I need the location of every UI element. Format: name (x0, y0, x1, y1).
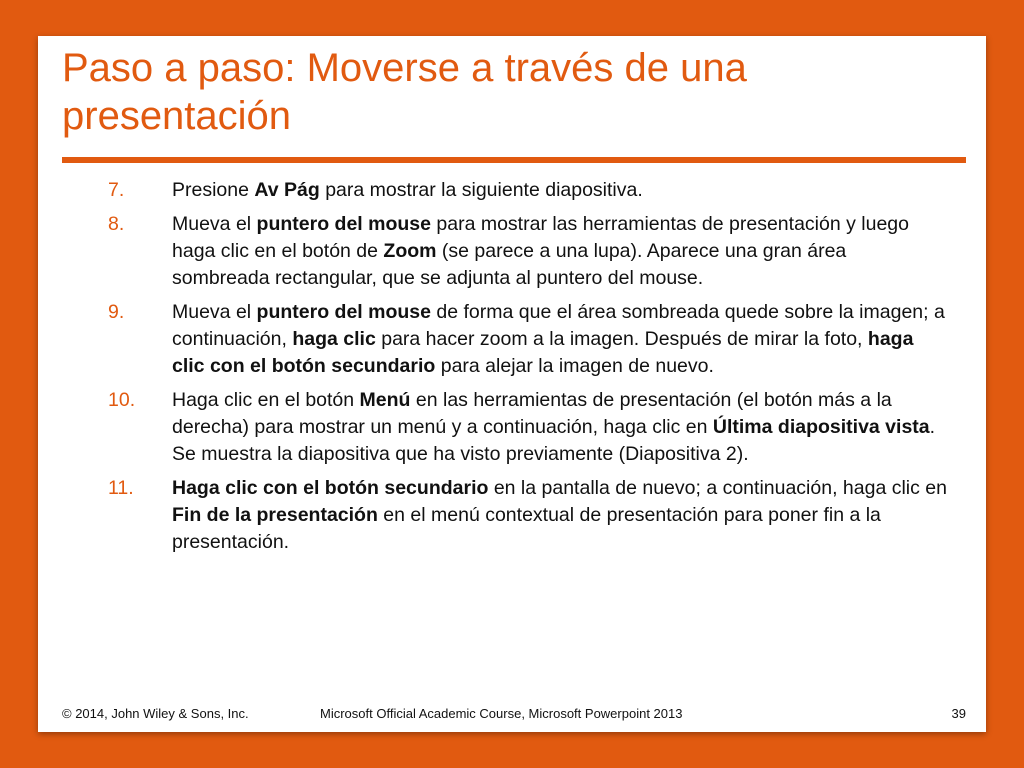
step-key-term: puntero del mouse (256, 213, 431, 235)
step-text (172, 301, 945, 377)
step-number: 10. (108, 389, 136, 411)
step-text-part: de forma que el área sombreada quede sobre la imagen; a continuación, (172, 301, 945, 350)
step-text-part: en las herramientas de presentación (el botón más a la derecha) para mostrar un menú y a continuación, haga clic en (172, 389, 892, 438)
step-number: 9. (108, 301, 125, 323)
step-key-term: Última diapositiva vista (712, 416, 930, 438)
step-text-part: para alejar la imagen de nuevo. (435, 355, 714, 377)
step-number: 7. (108, 179, 125, 201)
step-key-term: puntero del mouse (256, 301, 431, 323)
step-number: 11. (108, 477, 134, 499)
step-item (108, 177, 948, 204)
step-text (172, 179, 643, 201)
step-text-part: para mostrar la siguiente diapositiva. (319, 179, 643, 201)
step-key-term: Menú (359, 389, 411, 411)
step-key-term: haga clic con el botón secundario (172, 328, 914, 377)
slide-title: Paso a paso: Moverse a través de una presentación (62, 46, 747, 138)
slide (38, 36, 986, 732)
step-text (172, 389, 935, 465)
slide-number: 39 (951, 706, 966, 721)
step-key-term: haga clic (292, 328, 376, 350)
footer-course-title: Microsoft Official Academic Course, Microsoft Powerpoint 2013 (320, 706, 683, 721)
step-text-part: . Se muestra la diapositiva que ha visto previamente (Diapositiva 2). (172, 416, 936, 465)
step-key-term: Haga clic con el botón secundario (172, 477, 489, 499)
step-item (108, 387, 948, 468)
step-text-part: para hacer zoom a la imagen. Después de mirar la foto, (375, 328, 868, 350)
step-text-part: Presione (172, 179, 255, 201)
step-text-part: Mueva el (172, 213, 257, 235)
step-text-part: Mueva el (172, 301, 257, 323)
step-item (108, 299, 948, 380)
steps-list (108, 177, 948, 563)
step-text (172, 213, 909, 289)
step-key-term: Fin de la presentación (172, 504, 378, 526)
step-text-part: para mostrar las herramientas de presentación y luego haga clic en el botón de (172, 213, 909, 262)
step-item (108, 211, 948, 292)
step-text-part: en el menú contextual de presentación para poner fin a la presentación. (172, 504, 881, 553)
step-number: 8. (108, 213, 125, 235)
title-divider (62, 157, 966, 163)
step-text-part: en la pantalla de nuevo; a continuación, haga clic en (488, 477, 947, 499)
footer-copyright: © 2014, John Wiley & Sons, Inc. (62, 706, 249, 721)
step-text-part: (se parece a una lupa). Aparece una gran área sombreada rectangular, que se adjunta al puntero del mouse. (172, 240, 847, 289)
slide-footer (62, 704, 966, 724)
step-text-part: Haga clic en el botón (172, 389, 360, 411)
step-key-term: Zoom (383, 240, 437, 262)
step-key-term: Av Pág (254, 179, 320, 201)
step-item (108, 475, 948, 556)
step-text (172, 477, 947, 553)
